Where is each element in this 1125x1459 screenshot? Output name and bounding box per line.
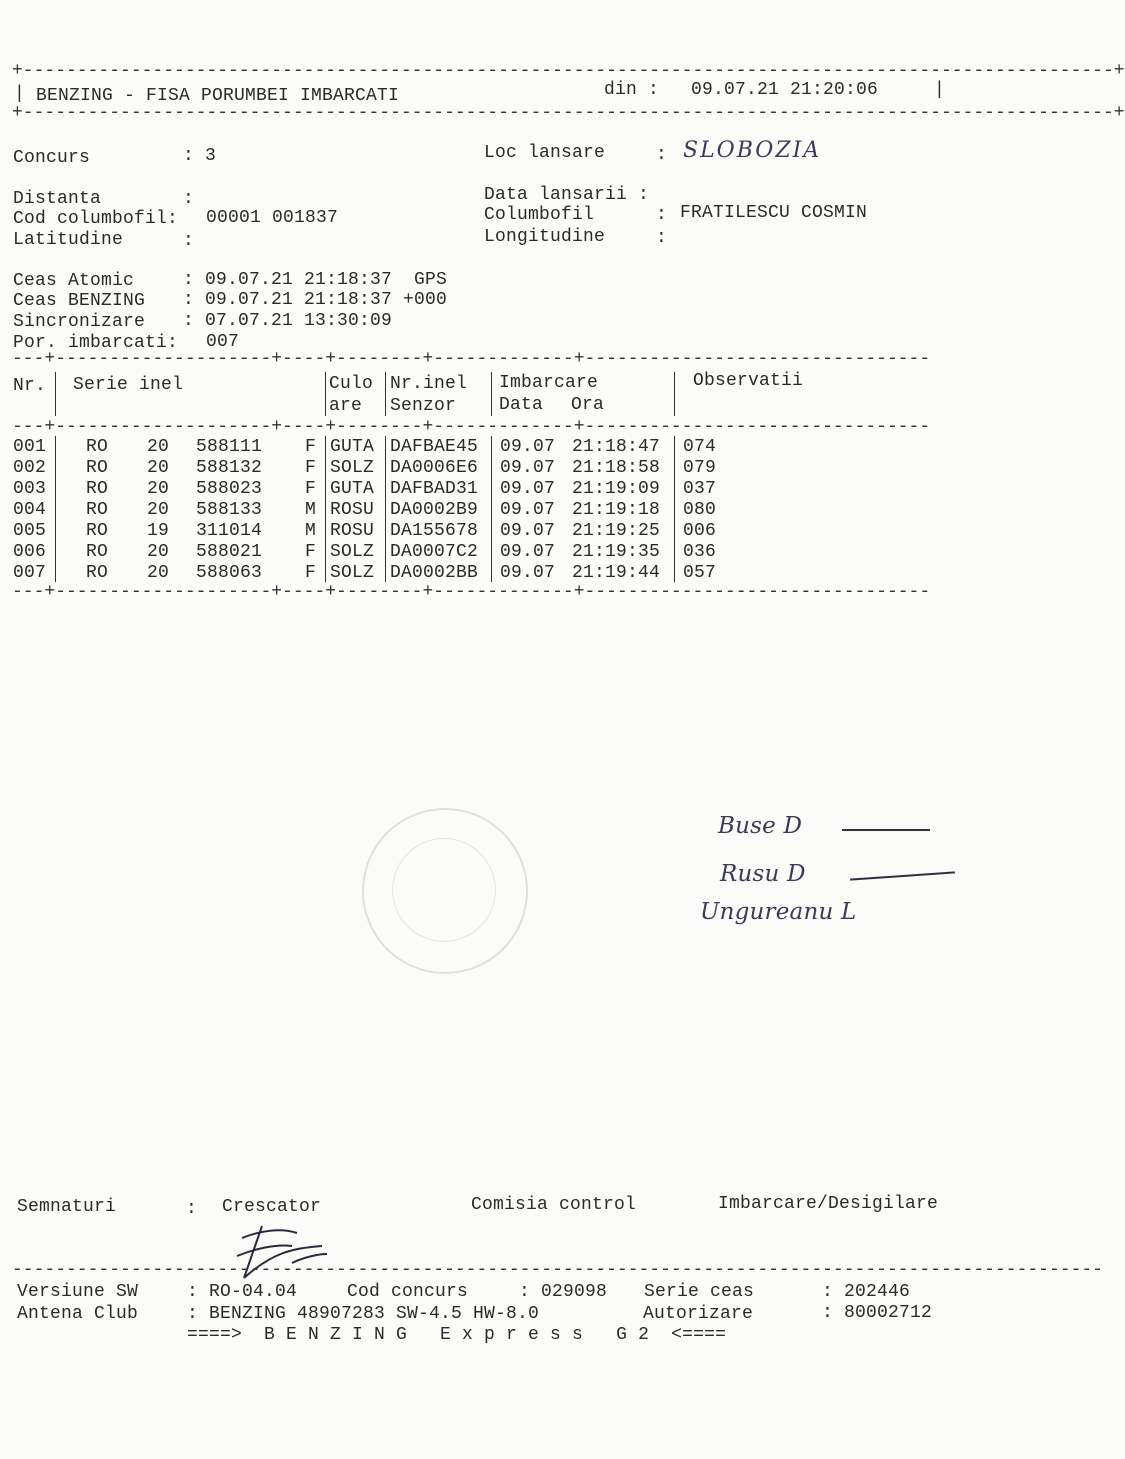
loc-lansare-sep: : [656,145,668,165]
cell-tara: RO [86,563,109,583]
cell-data: 09.07 [500,437,556,457]
cell-inel: 311014 [196,521,263,541]
th-senzor: Senzor [390,396,457,416]
cell-tara: RO [86,542,109,562]
cell-an: 20 [147,458,170,478]
loc-lansare-value: SLOBOZIA [683,138,822,163]
cod-concurs-label: Cod concurs [347,1282,469,1302]
cell-culoare: SOLZ [330,563,375,583]
versiune-label: Versiune SW [17,1282,139,1302]
cell-nr: 007 [13,563,47,583]
cell-tara: RO [86,458,109,478]
cell-an: 20 [147,479,170,499]
cell-sex: M [305,521,317,541]
cell-nr: 005 [13,521,47,541]
th-culo: Culo [329,374,374,394]
header-top-border: +-----------------------------------------------------------------------------------------------------+ [12,61,1125,81]
semnaturi-label: Semnaturi [17,1197,117,1217]
th-ora: Ora [571,395,605,415]
cell-tara: RO [86,437,109,457]
ceas-atomic-value: : 09.07.21 21:18:37 GPS [183,270,448,290]
semnaturi-sep: : [186,1199,198,1219]
cell-senzor: DA0006E6 [390,458,479,478]
versiune-value: : RO-04.04 [187,1282,298,1302]
cell-observatii: 079 [683,458,717,478]
cell-nr: 003 [13,479,47,499]
cell-culoare: GUTA [330,437,375,457]
autorizare-value: : 80002712 [822,1303,933,1323]
handwritten-line-2: Rusu D [720,861,806,887]
header-din-label: din : [604,80,660,100]
th-observatii: Observatii [693,371,804,391]
cell-observatii: 036 [683,542,717,562]
cell-inel: 588023 [196,479,263,499]
serie-ceas-value: : 202446 [822,1282,911,1302]
crescator-label: Crescator [222,1197,322,1217]
cell-nr: 002 [13,458,47,478]
por-imbarcati-value: 007 [206,332,240,352]
por-imbarcati-label: Por. imbarcati: [13,333,179,353]
serie-ceas-label: Serie ceas [644,1282,755,1302]
cell-culoare: SOLZ [330,542,375,562]
cell-tara: RO [86,521,109,541]
th-nr: Nr. [13,376,47,396]
cell-sex: F [305,437,317,457]
cell-tara: RO [86,479,109,499]
cell-ora: 21:18:58 [572,458,661,478]
header-left-bar: | [14,84,26,104]
th-nr-inel: Nr.inel [390,374,468,394]
cell-observatii: 006 [683,521,717,541]
signature-stroke-1 [842,829,930,831]
ceas-benzing-label: Ceas BENZING [13,291,146,311]
th-are: are [329,396,363,416]
row-line-senzor [491,436,492,582]
benzing-express-banner: ====> B E N Z I N G E x p r e s s G 2 <==== [187,1325,727,1345]
cell-culoare: ROSU [330,521,375,541]
columbofil-label: Columbofil [484,205,595,225]
col-line-serie [325,372,326,416]
latitudine-sep: : [183,231,195,251]
cell-data: 09.07 [500,458,556,478]
cell-nr: 001 [13,437,47,457]
cell-sex: F [305,563,317,583]
cell-culoare: GUTA [330,479,375,499]
col-line-culoare [385,372,386,416]
distanta-sep: : [183,189,195,209]
latitudine-label: Latitudine [13,230,124,250]
columbofil-value: FRATILESCU COSMIN [680,203,868,223]
cell-ora: 21:19:25 [572,521,661,541]
cell-observatii: 074 [683,437,717,457]
cell-senzor: DA0007C2 [390,542,479,562]
ceas-atomic-label: Ceas Atomic [13,271,135,291]
row-line-culoare [385,436,386,582]
row-line-imbarcare [674,436,675,582]
col-line-imbarcare [674,372,675,416]
cell-senzor: DA155678 [390,521,479,541]
imbarcare-desigilare-label: Imbarcare/Desigilare [718,1194,939,1214]
round-stamp-inner [392,838,496,942]
cell-tara: RO [86,500,109,520]
cell-inel: 588021 [196,542,263,562]
cell-an: 20 [147,542,170,562]
cell-senzor: DA0002B9 [390,500,479,520]
th-imbarcare: Imbarcare [499,373,599,393]
cell-sex: F [305,542,317,562]
antena-label: Antena Club [17,1304,139,1324]
sincronizare-label: Sincronizare [13,312,146,332]
cod-concurs-value: : 029098 [519,1282,608,1302]
signature-stroke-2 [850,871,955,880]
col-line-nr [55,372,56,416]
cell-data: 09.07 [500,563,556,583]
cod-columbofil-label: Cod columbofil: [13,209,179,229]
header-title: BENZING - FISA PORUMBEI IMBARCATI [36,86,400,106]
cell-senzor: DAFBAE45 [390,437,479,457]
cell-senzor: DA0002BB [390,563,479,583]
cell-data: 09.07 [500,479,556,499]
cell-data: 09.07 [500,542,556,562]
table-header-border: ---+--------------------+----+--------+-------------+-------------------------------- [12,417,931,437]
handwritten-line-1: Buse D [718,813,803,839]
header-right-bar: | [934,80,946,100]
cell-nr: 006 [13,542,47,562]
cod-columbofil-value: 00001 001837 [206,208,339,228]
cell-inel: 588132 [196,458,263,478]
cell-sex: F [305,479,317,499]
table-bottom-border: ---+--------------------+----+--------+-------------+-------------------------------- [12,582,931,602]
sincronizare-value: : 07.07.21 13:30:09 [183,311,393,331]
concurs-label: Concurs [13,148,91,168]
comisia-label: Comisia control [471,1195,637,1215]
row-line-nr [55,436,56,582]
loc-lansare-label: Loc lansare [484,143,606,163]
autorizare-label: Autorizare [643,1304,754,1324]
cell-data: 09.07 [500,521,556,541]
cell-an: 20 [147,437,170,457]
cell-culoare: ROSU [330,500,375,520]
cell-ora: 21:19:18 [572,500,661,520]
cell-data: 09.07 [500,500,556,520]
header-din-value: 09.07.21 21:20:06 [691,80,879,100]
header-bottom-border: +-----------------------------------------------------------------------------------------------------+ [12,103,1125,123]
cell-culoare: SOLZ [330,458,375,478]
distanta-label: Distanta [13,189,102,209]
cell-ora: 21:19:35 [572,542,661,562]
cell-inel: 588063 [196,563,263,583]
row-line-serie [325,436,326,582]
cell-observatii: 057 [683,563,717,583]
th-data: Data [499,395,544,415]
longitudine-sep: : [656,228,668,248]
table-top-border: ---+--------------------+----+--------+-------------+-------------------------------- [12,349,931,369]
cell-inel: 588111 [196,437,263,457]
longitudine-label: Longitudine [484,227,606,247]
col-line-senzor [491,372,492,416]
cell-observatii: 080 [683,500,717,520]
ceas-benzing-value: : 09.07.21 21:18:37 +000 [183,290,448,310]
th-serie-inel: Serie inel [73,375,184,395]
cell-observatii: 037 [683,479,717,499]
cell-sex: F [305,458,317,478]
cell-sex: M [305,500,317,520]
footer-top-border: ----------------------------------------------------------------------------------------------------- [12,1260,1103,1280]
cell-nr: 004 [13,500,47,520]
cell-an: 20 [147,563,170,583]
cell-an: 19 [147,521,170,541]
antena-value: : BENZING 48907283 SW-4.5 HW-8.0 [187,1304,540,1324]
cell-an: 20 [147,500,170,520]
cell-senzor: DAFBAD31 [390,479,479,499]
columbofil-sep: : [656,205,668,225]
data-lansarii-label: Data lansarii : [484,185,650,205]
handwritten-line-3: Ungureanu L [700,899,857,925]
concurs-value: : 3 [183,146,217,166]
cell-ora: 21:18:47 [572,437,661,457]
cell-ora: 21:19:09 [572,479,661,499]
cell-inel: 588133 [196,500,263,520]
cell-ora: 21:19:44 [572,563,661,583]
